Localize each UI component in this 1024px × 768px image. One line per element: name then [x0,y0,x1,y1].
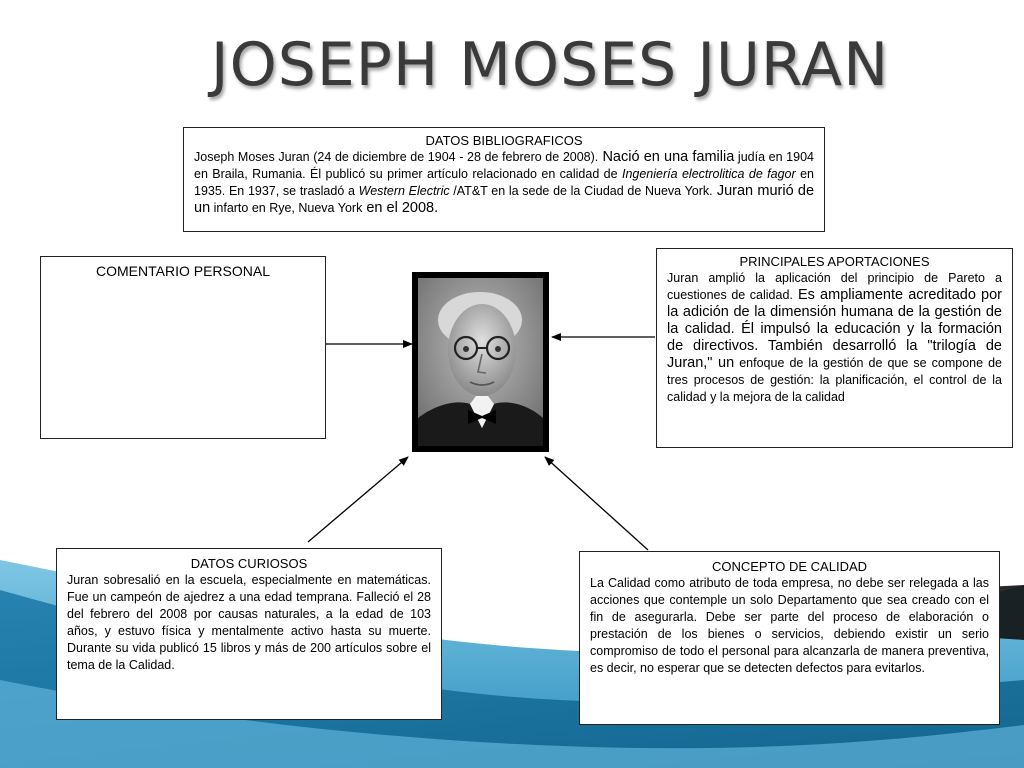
bio-box [183,127,825,232]
contributions-text [667,270,1002,406]
contributions-text-3: enfoque de la gestión de que se compone de tres procesos de gestión: la planificación, el control de la calidad y la mejora de la calidad [667,356,1003,404]
portrait-photo [418,278,543,446]
bio-text-4: Ingeniería electrolitica de fagor [621,167,796,181]
quality-heading: CONCEPTO DE CALIDAD [711,559,868,574]
quality-text: La Calidad como atributo de toda empresa, no debe ser relegada a las acciones que contemple un solo Departamento que sea creado con el fin de asegurarla. Debe ser parte del proceso de elaboración o prestación de los bienes o servicios, debiendo existir un serio compromiso de todo el personal para alcanzarla de manera preventiva, es decir, no esperar que se detecten defectos para evitarlos. [590,576,989,675]
portrait-frame [412,272,549,452]
comment-heading: COMENTARIO PERSONAL [96,263,270,279]
bio-text-5: en 1935. En 1937, se trasladó a [194,167,814,198]
bio-text-2: Nació en una familia [598,149,735,165]
contributions-box [656,248,1013,448]
trivia-box [56,548,442,720]
bio-text-1: Joseph Moses Juran (24 de diciembre de 1904 - 28 de febrero de 2008). [194,150,599,164]
contributions-heading: PRINCIPALES APORTACIONES [739,254,930,269]
quality-box [579,551,1000,725]
bio-heading: DATOS BIBLIOGRAFICOS [425,133,583,148]
bio-text-6: Western Electric [358,184,450,198]
bio-text [194,149,814,217]
contributions-text-2: Es ampliamente acreditado por la adición de la dimensión humana de la gestión de la calidad. Él impulsó la educación y la formación de directivos. También desarrolló la "trilogía de Juran," un [667,287,1002,371]
trivia-heading: DATOS CURIOSOS [190,556,308,571]
bio-text-9: infarto en Rye, Nueva York [210,201,363,215]
trivia-text: Juran sobresalió en la escuela, especialmente en matemáticas. Fue un campeón de ajedrez a una edad temprana. Falleció el 28 del febrero del 2008 por causas naturales, a la edad de 103 años, y estuvo física y mentalmente activo hasta su muerte. Durante su vida publicó 15 libros y más de 200 artículos sobre el tema de la Calidad. [67,573,431,672]
bio-text-3: judía en 1904 en Braila, Rumania. Él publicó su primer artículo relacionado en calidad de [194,150,814,181]
contributions-text-1: Juran amplió la aplicación del principio de Pareto a cuestiones de calidad. [667,271,1002,302]
bio-text-7: /AT&T en la sede de la Ciudad de Nueva York. [449,184,713,198]
slide-title: JOSEPH MOSES JURAN [210,30,890,100]
comment-box [40,256,326,439]
bio-text-10: en el 2008. [362,200,439,216]
bio-text-8: Juran murió de un [194,183,815,216]
